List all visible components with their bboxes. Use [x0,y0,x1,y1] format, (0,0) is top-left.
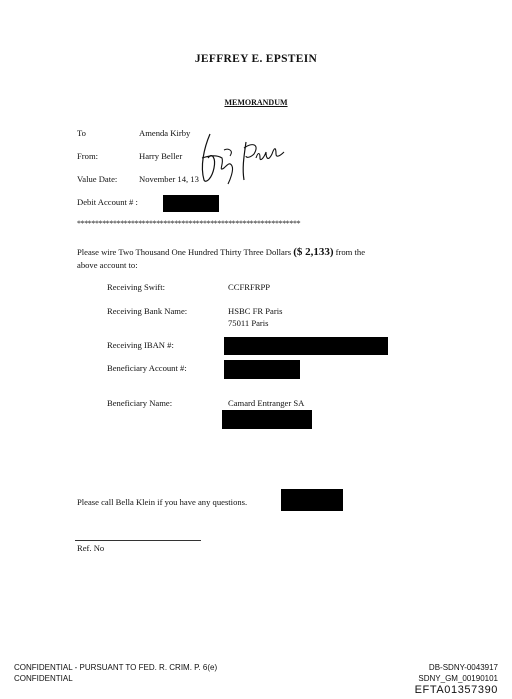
value-date-value: November 14, 13 [139,174,199,184]
receiving-iban-label: Receiving IBAN #: [107,340,174,350]
receiving-bank-label: Receiving Bank Name: [107,306,188,316]
to-value: Amenda Kirby [139,128,191,138]
redaction-contact [281,489,343,511]
call-instruction: Please call Bella Klein if you have any questions. [77,497,248,507]
asterisk-separator: ************************************************************** [77,219,301,228]
beneficiary-name-label: Beneficiary Name: [107,398,173,408]
wire-instruction-line1 [77,246,365,258]
receiving-swift-label: Receiving Swift: [107,282,165,292]
document-title: JEFFREY E. EPSTEIN [194,53,318,65]
from-label: From: [77,151,99,161]
beneficiary-account-label: Beneficiary Account #: [107,363,187,373]
beneficiary-name-value: Camard Entranger SA [228,398,305,408]
footer-bates-sdny: SDNY_GM_00190101 [418,674,498,683]
value-date-label: Value Date: [77,174,118,184]
ref-no-label: Ref. No [77,543,105,553]
footer-confidential-line2: CONFIDENTIAL [14,674,73,683]
debit-account-label: Debit Account # : [77,197,138,207]
wire-amount: ($ 2,133) [293,246,334,258]
redaction-beneficiary-account [224,360,300,379]
redaction-beneficiary-name [222,410,312,429]
wire-instruction-line2: above account to: [77,260,138,270]
to-label: To [77,128,86,138]
redaction-debit-account [163,195,219,212]
wire-text-pre: Please wire Two Thousand One Hundred Thirty Three Dollars [77,247,294,257]
memorandum-heading: MEMORANDUM [224,98,288,107]
redaction-iban [224,337,388,355]
receiving-bank-value-line1: HSBC FR Paris [228,306,283,316]
receiving-bank-value-line2: 75011 Paris [228,318,269,328]
wire-text-post: from the [333,247,366,257]
ref-signature-line [75,540,201,541]
footer-bates-efta: EFTA01357390 [414,684,498,696]
receiving-swift-value: CCFRFRPP [228,282,271,292]
footer-confidential-line1: CONFIDENTIAL - PURSUANT TO FED. R. CRIM. P. 6(e) [14,663,218,672]
from-value: Harry Beller [139,151,183,161]
handwritten-signature [194,128,290,188]
footer-bates-db: DB-SDNY-0043917 [428,663,498,672]
